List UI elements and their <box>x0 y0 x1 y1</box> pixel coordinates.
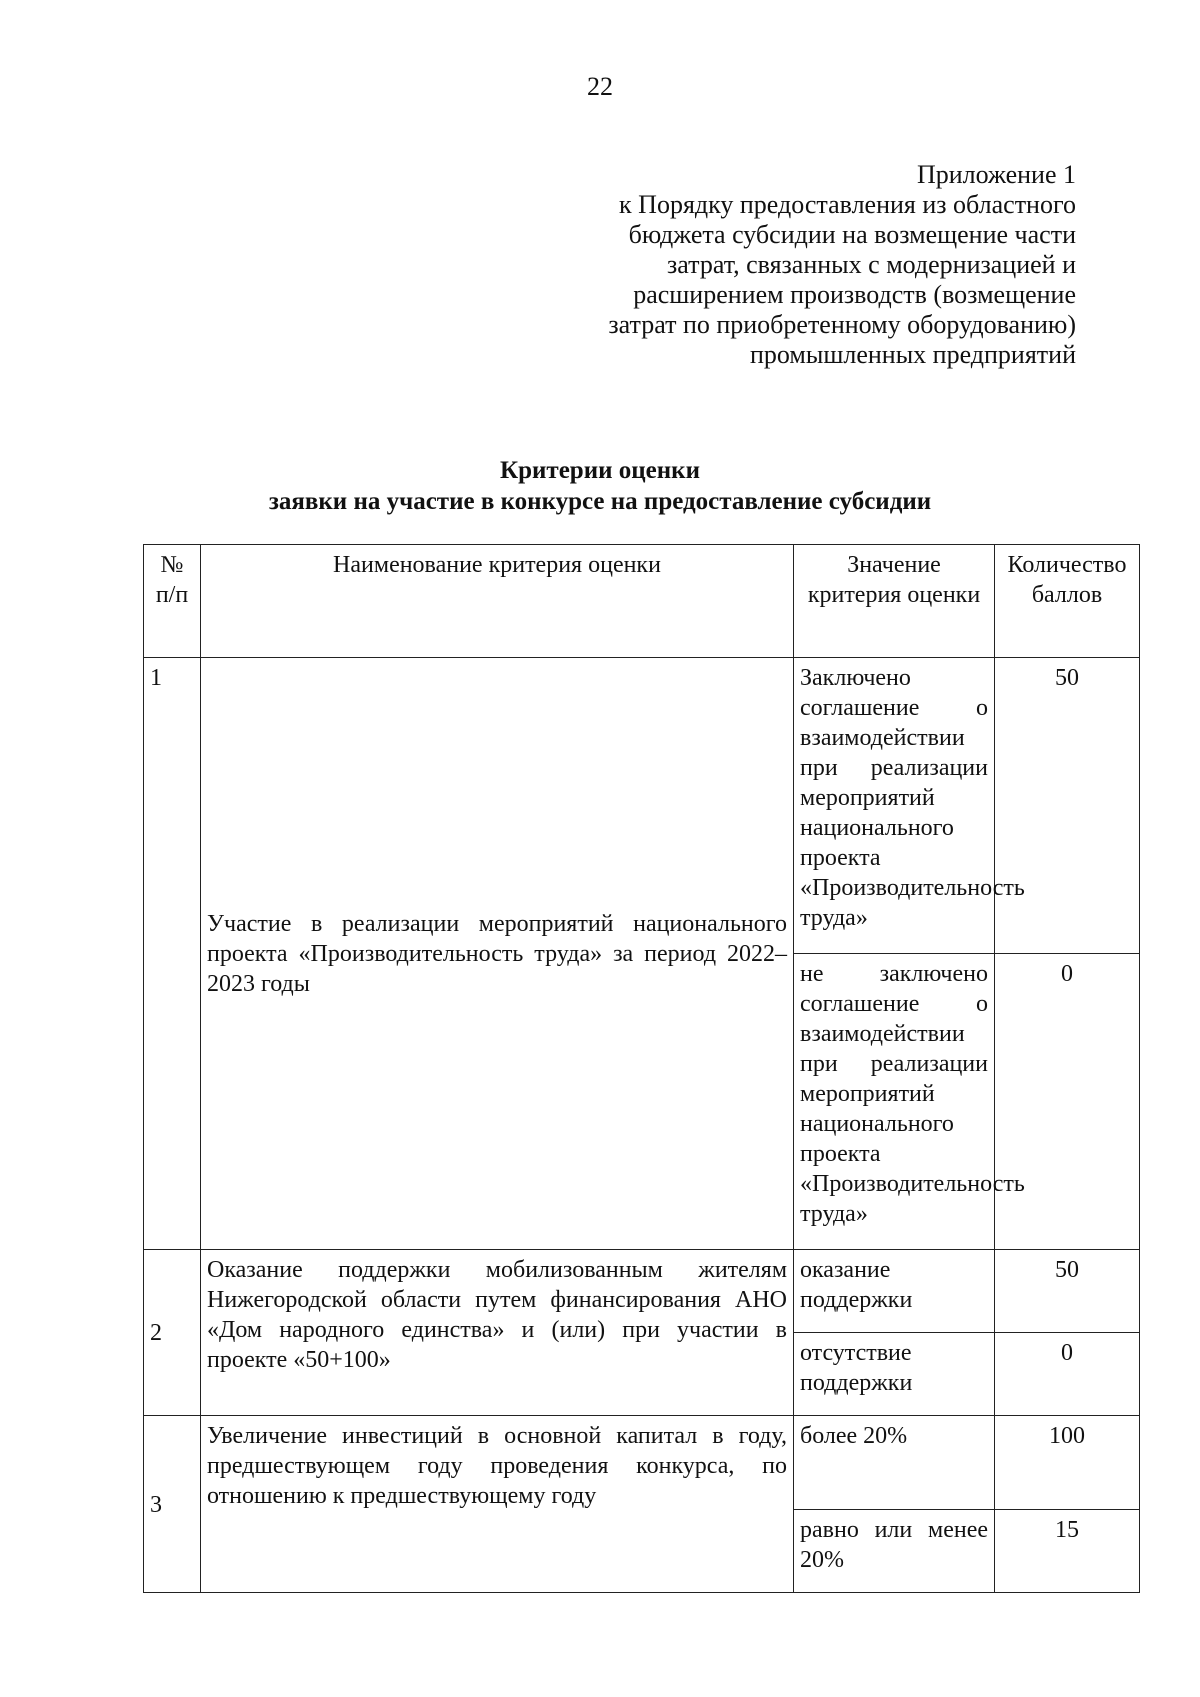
appendix-line: бюджета субсидии на возмещение части <box>628 220 1076 249</box>
appendix-header <box>516 160 1076 370</box>
criterion-value: более 20% <box>794 1416 995 1510</box>
appendix-line: к Порядку предоставления из областного <box>619 190 1076 219</box>
header-num: № п/п <box>144 545 201 658</box>
row-num: 2 <box>144 1250 201 1416</box>
criterion-score: 0 <box>995 1333 1140 1416</box>
criterion-name: Оказание поддержки мобилизованным жителям Нижегородской области путем финансирования АНО «Дом народного единства» и (или) при участии в проекте «50+100» <box>201 1250 794 1416</box>
title-line-1: Критерии оценки <box>500 457 700 484</box>
criterion-name: Увеличение инвестиций в основной капитал в году, предшествующем году проведения конкурса, по отношению к предшествующему году <box>201 1416 794 1593</box>
row-num: 3 <box>144 1416 201 1593</box>
header-name: Наименование критерия оценки <box>201 545 794 658</box>
table-header-row <box>144 545 1140 658</box>
header-value: Значение критерия оценки <box>794 545 995 658</box>
criterion-value: отсутствие поддержки <box>794 1333 995 1416</box>
header-score: Количество баллов <box>995 545 1140 658</box>
appendix-line: затрат, связанных с модернизацией и <box>667 250 1076 279</box>
table-row <box>144 658 1140 954</box>
criterion-value: равно или менее 20% <box>794 1510 995 1593</box>
criteria-table <box>143 544 1140 1593</box>
appendix-line: затрат по приобретенному оборудованию) <box>608 310 1076 339</box>
page-number: 22 <box>587 72 613 101</box>
criterion-score: 50 <box>995 1250 1140 1333</box>
appendix-line: расширением производств (возмещение <box>633 280 1076 309</box>
criterion-value: не заключено соглашение о взаимодействии при реализации мероприятий национального проекта «Производительность труда» <box>794 954 995 1250</box>
criterion-score: 100 <box>995 1416 1140 1510</box>
criterion-score: 0 <box>995 954 1140 1250</box>
appendix-line: Приложение 1 <box>916 160 1076 189</box>
document-title <box>0 455 1200 517</box>
title-line-2: заявки на участие в конкурсе на предоставление субсидии <box>268 488 932 515</box>
table-row <box>144 1250 1140 1333</box>
criterion-score: 50 <box>995 658 1140 954</box>
criterion-score: 15 <box>995 1510 1140 1593</box>
row-num: 1 <box>144 658 201 1250</box>
criterion-value: Заключено соглашение о взаимодействии при реализации мероприятий национального проекта «Производительность труда» <box>794 658 995 954</box>
criterion-name: Участие в реализации мероприятий национального проекта «Производительность труда» за период 2022–2023 годы <box>201 658 794 1250</box>
criterion-value: оказание поддержки <box>794 1250 995 1333</box>
table-row <box>144 1416 1140 1510</box>
appendix-line: промышленных предприятий <box>750 340 1076 369</box>
